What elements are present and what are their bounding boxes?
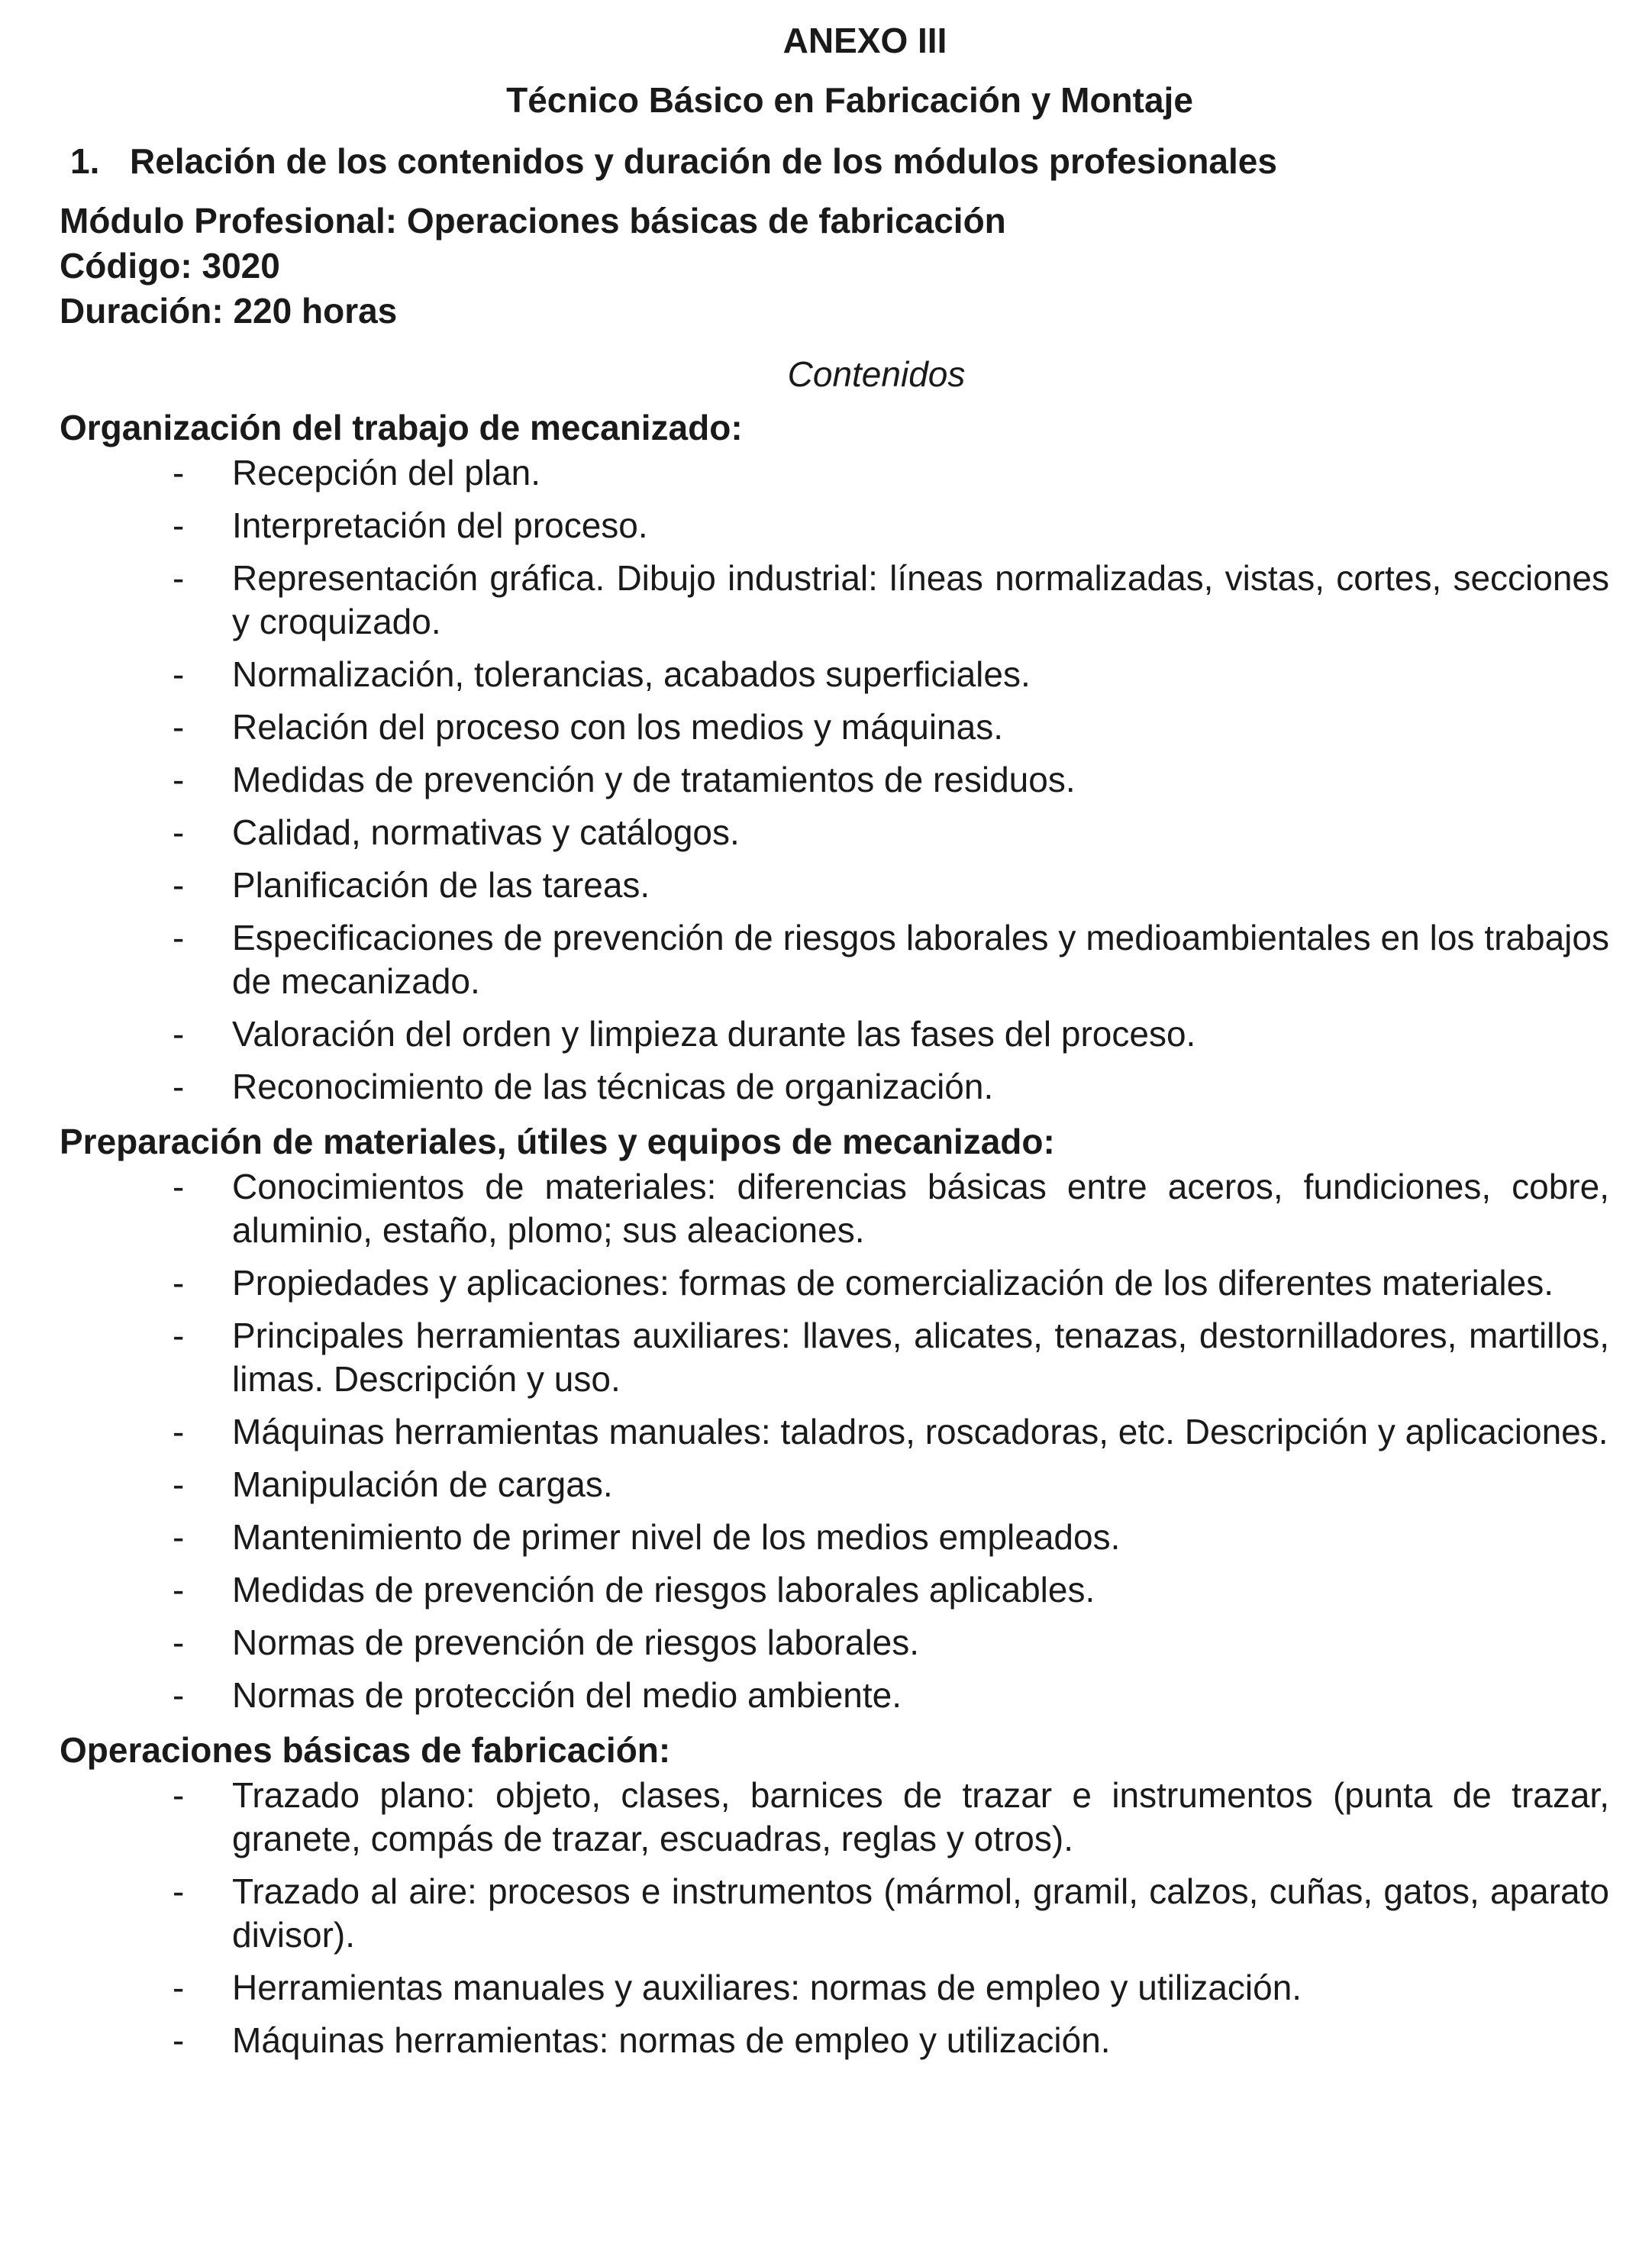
bullet-dash: - (173, 1775, 185, 1815)
list-item-text: Reconocimiento de las técnicas de organización. (232, 1067, 994, 1106)
list-item-text: Máquinas herramientas: normas de empleo y utilización. (232, 2020, 1111, 2060)
list-item-text: Herramientas manuales y auxiliares: normas de empleo y utilización. (232, 1968, 1302, 2007)
bullet-dash: - (173, 1014, 185, 1054)
content-sections (60, 404, 1609, 2062)
list-item (60, 1870, 1609, 1957)
bullet-dash: - (173, 654, 185, 694)
list-item (60, 1621, 1609, 1664)
bullet-dash: - (173, 1412, 185, 1451)
list-item-text: Calidad, normativas y catálogos. (232, 812, 740, 852)
bullet-dash: - (173, 1623, 185, 1662)
list-item-text: Conocimientos de materiales: diferencias básicas entre aceros, fundiciones, cobre, aluminio, estaño, plomo; sus aleaciones. (232, 1167, 1609, 1250)
list-item (60, 1065, 1609, 1109)
section-heading: Organización del trabajo de mecanizado: (60, 408, 743, 447)
list-item-text: Medidas de prevención y de tratamientos de residuos. (232, 760, 1076, 799)
list-item (60, 811, 1609, 854)
section-number: 1. (70, 141, 100, 181)
list-item-text: Manipulación de cargas. (232, 1464, 613, 1504)
content-list (60, 1165, 1609, 1717)
annex-subtitle: Técnico Básico en Fabricación y Montaje (506, 80, 1193, 120)
list-item (60, 1314, 1609, 1401)
list-item (60, 1674, 1609, 1717)
module-name: Módulo Profesional: Operaciones básicas de fabricación (60, 201, 1006, 241)
list-item (60, 1774, 1609, 1861)
list-item (60, 653, 1609, 696)
list-item-text: Mantenimiento de primer nivel de los medios empleados. (232, 1517, 1121, 1557)
list-item-text: Normas de prevención de riesgos laborales. (232, 1623, 920, 1662)
list-item (60, 864, 1609, 907)
list-item (60, 1410, 1609, 1454)
bullet-dash: - (173, 865, 185, 905)
list-item (60, 1261, 1609, 1305)
list-item (60, 504, 1609, 547)
list-item-text: Representación gráfica. Dibujo industrial: líneas normalizadas, vistas, cortes, secciones y croquizado. (232, 558, 1609, 641)
annex-title: ANEXO III (782, 21, 947, 60)
bullet-dash: - (173, 918, 185, 957)
list-item-text: Normalización, tolerancias, acabados superficiales. (232, 654, 1031, 694)
bullet-dash: - (173, 1067, 185, 1106)
list-item-text: Interpretación del proceso. (232, 505, 648, 545)
section-heading: Preparación de materiales, útiles y equipos de mecanizado: (60, 1122, 1055, 1161)
list-item-text: Trazado plano: objeto, clases, barnices de trazar e instrumentos (punta de trazar, granete, compás de trazar, escuadras, reglas y otros). (232, 1775, 1609, 1858)
bullet-dash: - (173, 707, 185, 747)
bullet-dash: - (173, 1968, 185, 2007)
list-item-text: Recepción del plan. (232, 453, 541, 492)
section-title: Relación de los contenidos y duración de los módulos profesionales (130, 141, 1277, 181)
list-item (60, 557, 1609, 644)
contents-title: Contenidos (787, 354, 966, 394)
module-info (60, 199, 1609, 334)
module-code: Código: 3020 (60, 246, 280, 286)
bullet-dash: - (173, 1517, 185, 1557)
list-item (60, 1568, 1609, 1612)
list-item-text: Medidas de prevención de riesgos laborales aplicables. (232, 1570, 1095, 1610)
list-item-text: Principales herramientas auxiliares: llaves, alicates, tenazas, destornilladores, martillos, limas. Descripción y uso. (232, 1316, 1609, 1399)
list-item-text: Máquinas herramientas manuales: taladros, roscadoras, etc. Descripción y aplicaciones. (232, 1412, 1608, 1451)
content-list (60, 451, 1609, 1109)
list-item-text: Especificaciones de prevención de riesgos laborales y medioambientales en los trabajos de mecanizado. (232, 918, 1609, 1001)
bullet-dash: - (173, 505, 185, 545)
list-item (60, 1012, 1609, 1056)
list-item (60, 1966, 1609, 2010)
list-item-text: Planificación de las tareas. (232, 865, 650, 905)
list-item (60, 1165, 1609, 1252)
bullet-dash: - (173, 1675, 185, 1715)
module-duration: Duración: 220 horas (60, 291, 398, 331)
bullet-dash: - (173, 1570, 185, 1610)
list-item (60, 2019, 1609, 2062)
content-list (60, 1774, 1609, 2062)
list-item (60, 451, 1609, 495)
bullet-dash: - (173, 1316, 185, 1355)
list-item (60, 1516, 1609, 1559)
bullet-dash: - (173, 558, 185, 598)
bullet-dash: - (173, 812, 185, 852)
bullet-dash: - (173, 1464, 185, 1504)
list-item (60, 706, 1609, 749)
bullet-dash: - (173, 1263, 185, 1303)
bullet-dash: - (173, 453, 185, 492)
bullet-dash: - (173, 2020, 185, 2060)
list-item-text: Propiedades y aplicaciones: formas de comercialización de los diferentes materiales. (232, 1263, 1554, 1303)
list-item-text: Normas de protección del medio ambiente. (232, 1675, 902, 1715)
bullet-dash: - (173, 1167, 185, 1206)
list-item-text: Trazado al aire: procesos e instrumentos (mármol, gramil, calzos, cuñas, gatos, aparato divisor). (232, 1871, 1609, 1955)
section-heading-numbered (60, 134, 1609, 188)
list-item-text: Relación del proceso con los medios y máquinas. (232, 707, 1003, 747)
list-item-text: Valoración del orden y limpieza durante las fases del proceso. (232, 1014, 1196, 1054)
list-item (60, 916, 1609, 1003)
list-item (60, 1463, 1609, 1506)
bullet-dash: - (173, 760, 185, 799)
bullet-dash: - (173, 1871, 185, 1911)
section-heading: Operaciones básicas de fabricación: (60, 1730, 671, 1770)
list-item (60, 758, 1609, 802)
